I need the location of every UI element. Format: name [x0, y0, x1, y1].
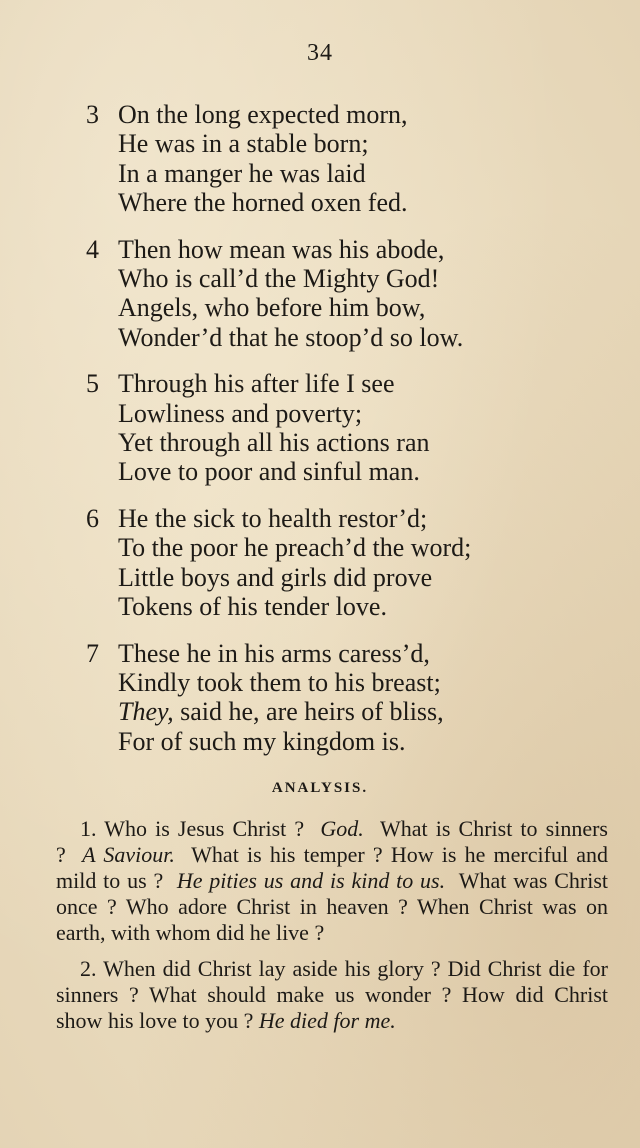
verse-line: In a manger he was laid: [118, 158, 366, 188]
verse-line: [118, 697, 556, 726]
verse-line: Where the horned oxen fed.: [118, 188, 408, 218]
verse-line: Little boys and girls did prove: [118, 562, 433, 592]
verse-line: Who is call’d the Mighty God!: [118, 264, 440, 294]
verse-line: Tokens of his tender love.: [118, 592, 387, 622]
page-number: 34: [307, 40, 333, 66]
verse-line-rest: said he, are heirs of bliss,: [173, 697, 444, 727]
question: 2. When did Christ lay aside his glory ? Did Christ die for sinners ? What should make us wonder ? How did Christ show his love to you ?: [56, 956, 608, 1033]
stanza-number: 3: [86, 100, 99, 129]
stanza-3: [86, 100, 556, 218]
answer: God.: [320, 816, 364, 841]
hymn-text: [86, 100, 556, 773]
answer: A Saviour.: [82, 842, 175, 867]
stanza-6: [86, 504, 556, 622]
verse-line: On the long expected morn,: [118, 100, 408, 129]
verse-line: Love to poor and sinful man.: [118, 457, 420, 487]
verse-line: He the sick to health restor’d;: [118, 503, 428, 533]
verse-line: Lowliness and poverty;: [118, 398, 363, 428]
stanza-4: [86, 235, 556, 353]
verse-line: He was in a stable born;: [118, 129, 369, 159]
verse-line: These he in his arms caress’d,: [118, 638, 430, 668]
stanza-number: 6: [86, 503, 99, 533]
verse-line: Yet through all his actions ran: [118, 428, 430, 458]
stanza-number: 4: [86, 234, 99, 264]
verse-line: Through his after life I see: [118, 369, 395, 399]
question: What was Christ once ? Who adore Christ in heaven ? When Christ was on earth, with whom did he live ?: [56, 868, 609, 945]
stanza-number: 7: [86, 638, 99, 668]
question: What is Christ to sinners ?: [56, 816, 608, 867]
verse-line: Angels, who before him bow,: [118, 293, 426, 323]
verse-line: For of such my kingdom is.: [118, 726, 406, 756]
analysis-heading: ANALYSIS.: [271, 780, 369, 796]
verse-line: Kindly took them to his breast;: [118, 667, 441, 697]
question: What is his temper ? How is he merciful and mild to us ?: [56, 842, 609, 893]
verse-line: Then how mean was his abode,: [118, 234, 445, 264]
analysis-section: [56, 816, 608, 1044]
stanza-5: [86, 369, 556, 487]
question: 1. Who is Jesus Christ ?: [80, 816, 305, 841]
verse-line: Wonder’d that he stoop’d so low.: [118, 322, 464, 352]
answer: He pities us and is kind to us.: [176, 868, 446, 893]
answer: He died for me.: [258, 1008, 396, 1033]
analysis-paragraph-2: [56, 956, 608, 1034]
verse-line: To the poor he preach’d the word;: [118, 533, 472, 563]
analysis-paragraph-1: [56, 816, 608, 946]
stanza-7: [86, 639, 556, 757]
emphasis-they: They,: [118, 697, 174, 727]
stanza-number: 5: [86, 369, 99, 399]
